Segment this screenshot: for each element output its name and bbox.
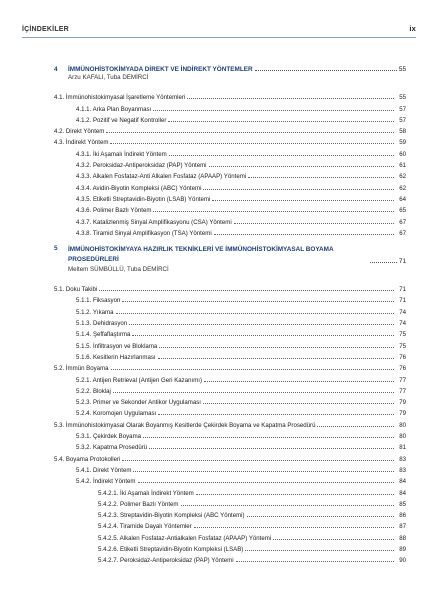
dot-leader	[138, 482, 394, 483]
toc-entry[interactable]	[54, 293, 406, 304]
toc-entry-page: 59	[399, 139, 406, 147]
toc-entry-title: 4.3.1. İki Aşamalı İndirekt Yöntem	[76, 150, 167, 158]
toc-entry-page: 60	[399, 150, 406, 158]
dot-leader	[168, 121, 394, 122]
dot-leader	[204, 381, 394, 382]
dot-leader	[122, 301, 394, 302]
toc-entry-page: 62	[399, 184, 406, 192]
toc-entry-title: 5.4.2.2. Polimer Bazlı Yöntem	[98, 500, 179, 508]
header-title: İÇİNDEKİLER	[22, 26, 69, 33]
toc-entry-title: 5.4.1. Direkt Yöntem	[76, 466, 132, 474]
dot-leader	[106, 132, 394, 133]
dot-leader	[234, 223, 394, 224]
toc-entry-page: 65	[399, 207, 406, 215]
toc-entry[interactable]	[54, 485, 406, 496]
toc-entry-title: 4.3. İndirekt Yöntem	[54, 139, 109, 147]
toc-entry-page: 77	[399, 376, 406, 384]
toc-entry-title: 5.3.1. Çekirdek Boyama	[76, 433, 142, 441]
dot-leader	[214, 234, 394, 235]
toc-entry[interactable]	[54, 304, 406, 315]
toc-entry[interactable]	[54, 146, 406, 157]
table-of-contents	[54, 66, 406, 564]
dot-leader	[255, 70, 397, 71]
toc-entry-page: 79	[399, 399, 406, 407]
chapter-4	[54, 66, 406, 245]
toc-entry-title: 4.3.5. Etiketli Streptavidin-Biyotin (LSAB) Yöntemi	[76, 195, 211, 203]
page-number: ix	[409, 24, 416, 33]
toc-entry[interactable]	[54, 474, 406, 485]
toc-entry-page: 86	[399, 512, 406, 520]
toc-entry[interactable]	[54, 158, 406, 169]
dot-leader	[247, 516, 394, 517]
chapter-number: 4	[54, 66, 58, 73]
toc-entry[interactable]	[54, 180, 406, 191]
dot-leader	[158, 358, 394, 359]
toc-entry-page: 55	[399, 94, 406, 102]
dot-leader	[116, 313, 395, 314]
toc-entry[interactable]	[54, 395, 406, 406]
chapter-number: 5	[54, 244, 58, 252]
toc-entry-page: 83	[399, 466, 406, 474]
toc-entry-title: 5.1.6. Kesitlerin Hazırlanması	[76, 353, 156, 361]
toc-entry-page: 62	[399, 173, 406, 181]
toc-entry-title: 5.1.4. Şeffaflaştırma	[76, 331, 131, 339]
toc-entry[interactable]	[54, 542, 406, 553]
toc-entry[interactable]	[54, 497, 406, 508]
toc-entry-title: 5.4.2.7. Peroksidaz-Antiperoksidaz (PAP) Yöntemi	[98, 557, 234, 565]
toc-entry-page: 84	[399, 478, 406, 486]
toc-entry-page: 84	[399, 489, 406, 497]
toc-entry[interactable]	[54, 553, 406, 564]
dot-leader	[153, 110, 394, 111]
dot-leader	[132, 335, 394, 336]
dot-leader	[209, 166, 394, 167]
toc-entry-title: 5.2.3. Primer ve Sekonder Antikor Uygulaması	[76, 399, 201, 407]
toc-entry-page: 64	[399, 195, 406, 203]
toc-entry-page: 76	[399, 365, 406, 373]
toc-entry-title: 5.4. Boyama Protokolleri	[54, 455, 121, 463]
dot-leader	[181, 505, 394, 506]
chapter-heading[interactable]	[54, 66, 406, 73]
toc-entry-title: 5.1. Doku Takibi	[54, 286, 98, 294]
toc-entry-page: 67	[399, 218, 406, 226]
chapter-page-number: 71	[398, 257, 406, 265]
toc-entry-title: 4.3.6. Polimer Bazlı Yöntem	[76, 207, 152, 215]
toc-entry-page: 89	[399, 545, 406, 553]
chapter-authors: Meltem SÜMBÜLLÜ, Tuba DEMİRCİ	[68, 265, 169, 273]
toc-entry-title: 5.4.2.5. Alkalen Fosfataz-Antialkalen Fosfataz (APAAP) Yöntemi	[98, 534, 272, 542]
toc-entry[interactable]	[54, 417, 406, 428]
toc-entry[interactable]	[54, 406, 406, 417]
chapter-authors: Arzu KAFALI, Tuba DEMİRCİ	[68, 74, 149, 81]
toc-entry-page: 87	[399, 523, 406, 531]
dot-leader	[99, 290, 394, 291]
toc-entry-page: 71	[399, 286, 406, 294]
dot-leader	[129, 324, 394, 325]
toc-entry-title: 4.3.2. Peroksidaz-Antiperoksidaz (PAP) Yöntemi	[76, 162, 207, 170]
toc-entry[interactable]	[54, 90, 406, 101]
dot-leader	[248, 177, 394, 178]
dot-leader	[187, 98, 394, 99]
chapter-heading[interactable]	[54, 245, 406, 265]
toc-entry-title: 5.1.1. Fiksasyon	[76, 297, 121, 305]
toc-entry[interactable]	[54, 282, 406, 293]
dot-leader	[212, 200, 394, 201]
toc-entry-page: 83	[399, 455, 406, 463]
toc-entry-title: 5.1.5. İnfiltrasyon ve Bloklama	[76, 342, 158, 350]
toc-entry-page: 74	[399, 320, 406, 328]
dot-leader	[111, 369, 394, 370]
toc-entry[interactable]	[54, 440, 406, 451]
toc-entry-title: 5.4.2. İndirekt Yöntem	[76, 478, 136, 486]
toc-entry-page: 80	[399, 421, 406, 429]
toc-entry-title: 4.1. İmmünohistokimyasal İşaretleme Yöntemleri	[54, 94, 186, 102]
dot-leader	[149, 448, 394, 449]
chapter-title: İMMÜNOHİSTOKİMYAYA HAZIRLIK TEKNİKLERİ VE İMMÜNOHİSTOKİMYASAL BOYAMA PROSEDÜRLERİ	[68, 245, 334, 263]
chapter-5	[54, 245, 406, 564]
toc-entry-page: 76	[399, 353, 406, 361]
toc-entry-title: 4.1.2. Pozitif ve Negatif Kontroller	[76, 116, 167, 124]
toc-entry-title: 5.2.2. Bloklaj	[76, 387, 111, 395]
toc-entry[interactable]	[54, 101, 406, 112]
toc-entry[interactable]	[54, 316, 406, 327]
dot-leader	[273, 539, 394, 540]
toc-entry-title: 5.3.2. Kapatma Prosedürü	[76, 444, 148, 452]
dot-leader	[194, 527, 394, 528]
toc-entry-page: 61	[399, 162, 406, 170]
toc-entry[interactable]	[54, 214, 406, 225]
toc-entry-title: 5.1.2. Yıkama	[76, 308, 114, 316]
toc-entry-title: 4.2. Direkt Yöntem	[54, 128, 105, 136]
toc-entry-page: 77	[399, 387, 406, 395]
toc-entry[interactable]	[54, 192, 406, 203]
running-header	[22, 24, 416, 38]
toc-entry-title: 4.3.3. Alkalen Fosfataz-Anti Alkalen Fosfataz (APAAP) Yöntemi	[76, 173, 247, 181]
dot-leader	[113, 392, 394, 393]
toc-entry-page: 88	[399, 534, 406, 542]
toc-entry[interactable]	[54, 530, 406, 541]
toc-entry[interactable]	[54, 384, 406, 395]
toc-entry-title: 4.3.8. Tiramid Sinyal Amplifikasyon (TSA) Yöntemi	[76, 229, 212, 237]
toc-entry[interactable]	[54, 113, 406, 124]
toc-entry-title: 4.3.7. Katalizlenmiş Sinyal Amplifikasyonu (CSA) Yöntemi	[76, 218, 232, 226]
dot-leader	[203, 189, 394, 190]
dot-leader	[245, 550, 394, 551]
toc-entry-page: 71	[399, 297, 406, 305]
toc-entry-title: 5.4.2.1. İki Aşamalı İndirekt Yöntem	[98, 489, 194, 497]
toc-entry-title: 4.1.1. Arka Plan Boyanması	[76, 105, 152, 113]
dot-leader	[153, 211, 394, 212]
toc-entry-title: 5.3. İmmünohistokimyasal Olarak Boyanmış Kesitlerde Çekirdek Boyama ve Kapatma Prosedürü	[54, 421, 316, 429]
chapter-title: İMMÜNOHİSTOKİMYADA DİREKT VE İNDİREKT YÖNTEMLER	[68, 66, 253, 73]
toc-entry-title: 5.1.3. Dehidrasyon	[76, 320, 128, 328]
dot-leader	[159, 347, 394, 348]
toc-entry-page: 79	[399, 410, 406, 418]
dot-leader	[317, 426, 394, 427]
toc-entry[interactable]	[54, 338, 406, 349]
toc-entry[interactable]	[54, 327, 406, 338]
dot-leader	[203, 403, 394, 404]
toc-entry-page: 57	[399, 105, 406, 113]
toc-entry-page: 74	[399, 308, 406, 316]
toc-entry[interactable]	[54, 350, 406, 361]
toc-entry-title: 5.2.4. Koromojen Uygulaması	[76, 410, 157, 418]
toc-entry-page: 75	[399, 342, 406, 350]
dot-leader	[122, 460, 394, 461]
toc-entry-page: 90	[399, 557, 406, 565]
dot-leader	[370, 262, 397, 263]
chapter-page-number: 55	[398, 66, 406, 73]
toc-entry-title: 5.4.2.3. Streptavidin-Biyotin Kompleksi (ABC Yöntemi)	[98, 512, 245, 520]
toc-entry-title: 5.4.2.6. Etiketli Streptavidin-Biyotin Kompleksi (LSAB)	[98, 545, 244, 553]
dot-leader	[110, 143, 394, 144]
toc-entry-title: 4.3.4. Avidin-Biyotin Kompleksi (ABC) Yöntemi	[76, 184, 202, 192]
toc-entry[interactable]	[54, 135, 406, 146]
toc-entry[interactable]	[54, 169, 406, 180]
toc-entry[interactable]	[54, 519, 406, 530]
toc-entry-page: 57	[399, 116, 406, 124]
toc-entry-title: 5.4.2.4. Tiramide Dayalı Yöntemler	[98, 523, 192, 531]
toc-entry[interactable]	[54, 429, 406, 440]
dot-leader	[133, 471, 394, 472]
dot-leader	[169, 155, 394, 156]
toc-entry[interactable]	[54, 372, 406, 383]
toc-entry-page: 80	[399, 433, 406, 441]
toc-entry[interactable]	[54, 226, 406, 237]
dot-leader	[158, 414, 394, 415]
toc-entry[interactable]	[54, 361, 406, 372]
toc-entry[interactable]	[54, 463, 406, 474]
toc-entry[interactable]	[54, 508, 406, 519]
toc-entry-title: 5.2. İmmün Boyama	[54, 365, 109, 373]
toc-entry-title: 5.2.1. Antijen Retrieval (Antijen Geri Kazanımı)	[76, 376, 202, 384]
toc-entry[interactable]	[54, 124, 406, 135]
toc-entry-page: 81	[399, 444, 406, 452]
toc-entry-page: 58	[399, 128, 406, 136]
toc-entry-page: 85	[399, 500, 406, 508]
toc-entry-page: 67	[399, 229, 406, 237]
toc-entry-page: 75	[399, 331, 406, 339]
dot-leader	[143, 437, 394, 438]
dot-leader	[196, 494, 394, 495]
dot-leader	[236, 561, 394, 562]
toc-entry[interactable]	[54, 203, 406, 214]
toc-entry[interactable]	[54, 451, 406, 462]
